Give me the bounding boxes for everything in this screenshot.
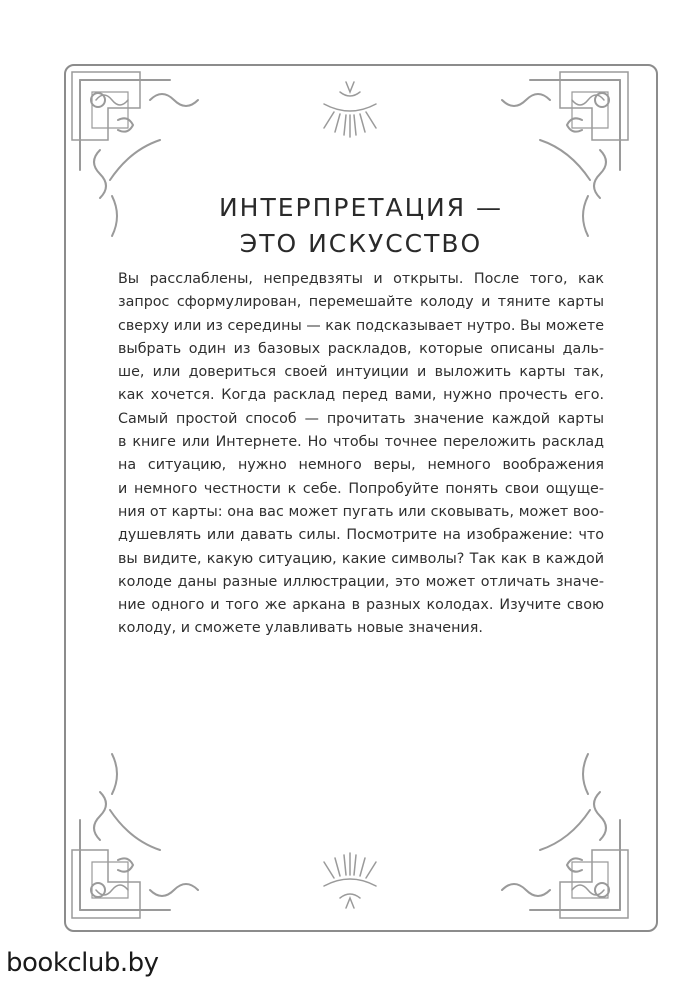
ornament-bottom-left xyxy=(72,754,198,918)
sunburst-bottom xyxy=(324,853,376,908)
text-line: колоде даны разные иллюстрации, это может отличать значе- xyxy=(118,573,604,590)
text-line: как хочется. Когда расклад перед вами, нужно прочесть его. xyxy=(118,387,604,404)
ornament-bottom-right xyxy=(502,754,628,918)
text-line: Вы расслаблены, непредвзяты и открыты. После того, как xyxy=(118,271,604,287)
text-line: запрос сформулирован, перемешайте колоду и тяните карты xyxy=(118,294,604,311)
text-line: Самый простой способ — прочитать значение каждой карты xyxy=(118,410,604,427)
page-title xyxy=(64,190,658,262)
text-line: вы видите, какую ситуацию, какие символы? Так как в каждой xyxy=(118,550,604,567)
text-line: сверху или из середины — как подсказывает нутро. Вы можете xyxy=(118,317,604,334)
text-line: выбрать один из базовых раскладов, которые описаны даль- xyxy=(118,340,604,357)
text-line: душевлять или давать силы. Посмотрите на изображение: что xyxy=(118,527,604,544)
text-line: ния от карты: она вас может пугать или сковывать, может воо- xyxy=(118,503,604,520)
title-line-1: ИНТЕРПРЕТАЦИЯ — xyxy=(218,193,504,222)
body-paragraph xyxy=(118,268,604,641)
text-line: ше, или довериться своей интуиции и выложить карты так, xyxy=(118,364,604,381)
sunburst-top xyxy=(324,82,376,137)
watermark: bookclub.by xyxy=(6,948,159,978)
text-line: ние одного и того же аркана в разных колодах. Изучите свою xyxy=(118,597,604,614)
text-line: колоду, и сможете улавливать новые значения. xyxy=(118,620,483,637)
title-line-2: ЭТО ИСКУССТВО xyxy=(239,229,483,258)
text-line: на ситуацию, нужно немного веры, немного воображения xyxy=(118,457,604,474)
text-line: в книге или Интернете. Но чтобы точнее переложить расклад xyxy=(118,434,604,451)
text-line: и немного честности к себе. Попробуйте понять свои ощуще- xyxy=(118,480,604,497)
